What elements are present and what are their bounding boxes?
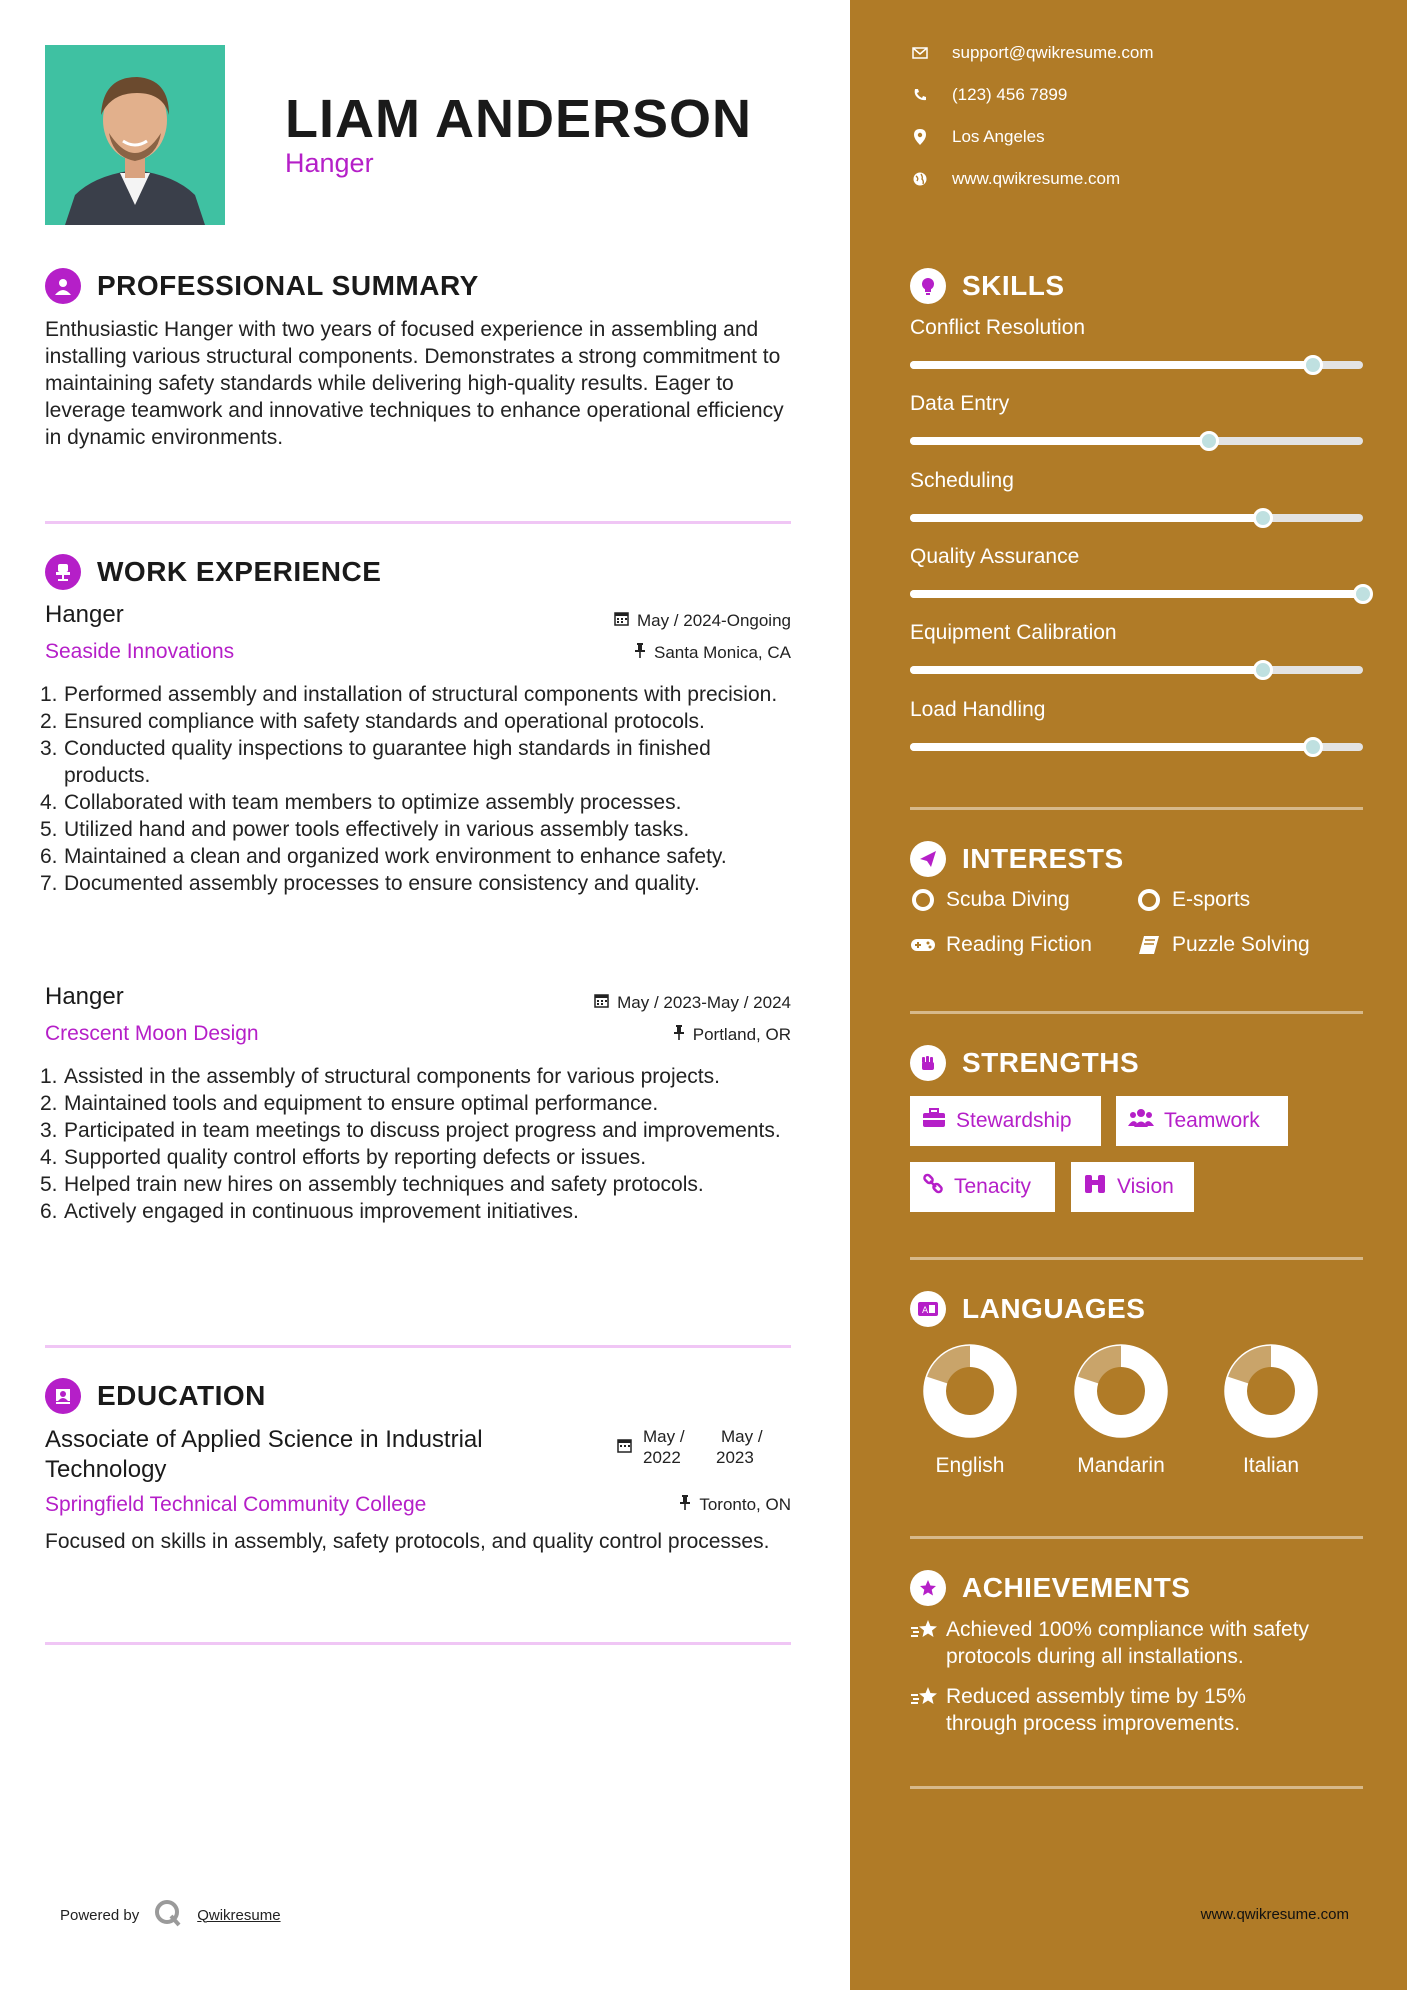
- interest-item: E-sports: [1136, 888, 1250, 912]
- experience-title: WORK EXPERIENCE: [97, 556, 382, 587]
- interest-item: Reading Fiction: [910, 933, 1092, 957]
- divider: [45, 1345, 791, 1348]
- skill-knob: [1199, 431, 1219, 451]
- list-item: 1. Performed assembly and installation of structural components with precision.: [40, 683, 778, 706]
- skill-bar: [910, 743, 1363, 751]
- divider: [910, 807, 1363, 810]
- language-donut: [1072, 1342, 1170, 1440]
- skill-label: Quality Assurance: [910, 545, 1080, 568]
- paper-plane-icon: [910, 841, 946, 877]
- list-item: 5. Utilized hand and power tools effectively in various assembly tasks.: [40, 818, 690, 841]
- envelope-icon: [910, 47, 930, 59]
- achievement-item: Reduced assembly time by 15% through process improvements.: [910, 1683, 1370, 1737]
- map-marker-icon: [910, 129, 930, 145]
- job-title: Hanger: [45, 983, 124, 1010]
- calendar-icon: [614, 611, 629, 631]
- list-item: 2. Ensured compliance with safety standards and operational protocols.: [40, 710, 705, 733]
- achievements-title: ACHIEVEMENTS: [962, 1572, 1191, 1603]
- skill-bar: [910, 590, 1363, 598]
- divider: [910, 1536, 1363, 1539]
- strength-chip: Stewardship: [910, 1096, 1101, 1146]
- divider: [45, 521, 791, 524]
- qwikresume-link[interactable]: Qwikresume: [197, 1906, 281, 1924]
- strength-chip: Teamwork: [1116, 1096, 1288, 1146]
- gamepad-icon: [910, 937, 936, 953]
- qwikresume-logo-icon: [153, 1898, 183, 1932]
- list-item: 4. Supported quality control efforts by reporting defects or issues.: [40, 1146, 647, 1169]
- skill-bar: [910, 666, 1363, 674]
- divider: [910, 1011, 1363, 1014]
- briefcase-icon: [922, 1108, 946, 1134]
- contact-phone[interactable]: (123) 456 7899: [910, 85, 1067, 105]
- education-start-date: May / 2022: [643, 1427, 685, 1467]
- skill-bar: [910, 361, 1363, 369]
- education-text: Focused on skills in assembly, safety protocols, and quality control processes.: [45, 1530, 770, 1553]
- fist-icon: [910, 1045, 946, 1081]
- shooting-star-icon: [910, 1683, 946, 1737]
- list-item: 6. Maintained a clean and organized work environment to enhance safety.: [40, 845, 727, 868]
- link-icon: [922, 1173, 944, 1201]
- list-item: 3. Conducted quality inspections to guarantee high standards in finished products.: [40, 737, 711, 787]
- calendar-icon: [617, 1438, 632, 1458]
- achievements-heading: [910, 1570, 1190, 1606]
- education-heading: [45, 1378, 266, 1414]
- list-item: 3. Participated in team meetings to discuss project progress and improvements.: [40, 1119, 781, 1142]
- job-bullets: [40, 681, 800, 897]
- summary-text: Enthusiastic Hanger with two years of focused experience in assembling and installing various structural components. Demonstrates a strong commitment to maintaining safety standards while delivering high-quality results. Eager to leverage teamwork and innovative techniques to enhance operational efficiency in dynamic environments.: [45, 318, 784, 449]
- phone-icon: [910, 88, 930, 102]
- summary-title: PROFESSIONAL SUMMARY: [97, 270, 479, 301]
- skill-bar: [910, 514, 1363, 522]
- education-location: Toronto, ON: [679, 1495, 791, 1515]
- languages-title: LANGUAGES: [962, 1293, 1146, 1324]
- list-item: 5. Helped train new hires on assembly techniques and safety protocols.: [40, 1173, 704, 1196]
- list-item: 6. Actively engaged in continuous improvement initiatives.: [40, 1200, 579, 1223]
- degree: Associate of Applied Science in Industrial Technology: [45, 1426, 483, 1483]
- divider: [910, 1257, 1363, 1260]
- user-icon: [45, 268, 81, 304]
- list-item: 4. Collaborated with team members to optimize assembly processes.: [40, 791, 682, 814]
- profile-photo: [45, 45, 225, 225]
- skills-title: SKILLS: [962, 270, 1065, 301]
- shooting-star-icon: [910, 1616, 946, 1670]
- list-item: 2. Maintained tools and equipment to ensure optimal performance.: [40, 1092, 659, 1115]
- contact-email[interactable]: support@qwikresume.com: [910, 43, 1154, 63]
- strengths-heading: [910, 1045, 1139, 1081]
- users-icon: [1128, 1108, 1154, 1134]
- job-company: Crescent Moon Design: [45, 1022, 259, 1045]
- svg-text:A: A: [922, 1306, 929, 1316]
- language-icon: [910, 1291, 946, 1327]
- skill-label: Load Handling: [910, 698, 1046, 721]
- interest-item: Puzzle Solving: [1136, 933, 1310, 957]
- language-donut: [921, 1342, 1019, 1440]
- footer-powered-by: Powered by Qwikresume: [60, 1898, 281, 1932]
- binoculars-icon: [1083, 1173, 1107, 1201]
- candidate-role: Hanger: [285, 148, 374, 178]
- divider: [45, 1642, 791, 1645]
- job-title: Hanger: [45, 601, 124, 628]
- languages-heading: [910, 1291, 1145, 1327]
- language-donut: [1222, 1342, 1320, 1440]
- star-badge-icon: [910, 1570, 946, 1606]
- skills-heading: [910, 268, 1065, 304]
- divider: [910, 1786, 1363, 1789]
- calendar-icon: [594, 993, 609, 1013]
- strengths-title: STRENGTHS: [962, 1047, 1140, 1078]
- summary-heading: [45, 268, 479, 304]
- chair-icon: [45, 554, 81, 590]
- job-date: May / 2023-May / 2024: [594, 993, 791, 1013]
- pin-icon: [679, 1495, 691, 1515]
- pin-icon: [673, 1025, 685, 1045]
- skill-label: Conflict Resolution: [910, 316, 1086, 339]
- list-item: 7. Documented assembly processes to ensure consistency and quality.: [40, 872, 700, 895]
- graduate-icon: [45, 1378, 81, 1414]
- skill-label: Scheduling: [910, 469, 1014, 492]
- candidate-name: LIAM ANDERSON: [285, 89, 752, 149]
- achievement-item: Achieved 100% compliance with safety protocols during all installations.: [910, 1616, 1370, 1670]
- language-item: English: [915, 1342, 1025, 1478]
- school: Springfield Technical Community College: [45, 1493, 427, 1516]
- life-ring-icon: [910, 889, 936, 911]
- job-location: Santa Monica, CA: [634, 643, 791, 663]
- pin-icon: [634, 643, 646, 663]
- strength-chip: Vision: [1071, 1162, 1194, 1212]
- interests-heading: [910, 841, 1124, 877]
- interest-item: Scuba Diving: [910, 888, 1070, 912]
- strength-chip: Tenacity: [910, 1162, 1055, 1212]
- life-ring-icon: [1136, 889, 1162, 911]
- skill-bar: [910, 437, 1363, 445]
- education-title: EDUCATION: [97, 1380, 266, 1411]
- education-end-date: May / 2023: [716, 1427, 763, 1467]
- experience-heading: [45, 554, 381, 590]
- language-item: Mandarin: [1066, 1342, 1176, 1478]
- contact-website[interactable]: www.qwikresume.com: [910, 169, 1120, 189]
- job-bullets: [40, 1063, 800, 1225]
- job-date: May / 2024-Ongoing: [614, 611, 791, 631]
- lightbulb-icon: [910, 268, 946, 304]
- contact-location: Los Angeles: [910, 127, 1045, 147]
- footer-website[interactable]: www.qwikresume.com: [1200, 1906, 1349, 1923]
- language-item: Italian: [1216, 1342, 1326, 1478]
- interests-title: INTERESTS: [962, 843, 1124, 874]
- job-location: Portland, OR: [673, 1025, 791, 1045]
- job-company: Seaside Innovations: [45, 640, 235, 663]
- list-item: 1. Assisted in the assembly of structural components for various projects.: [40, 1065, 720, 1088]
- skill-knob: [1353, 584, 1373, 604]
- skill-label: Data Entry: [910, 392, 1010, 415]
- book-icon: [1136, 935, 1162, 955]
- globe-icon: [910, 172, 930, 186]
- skill-label: Equipment Calibration: [910, 621, 1117, 644]
